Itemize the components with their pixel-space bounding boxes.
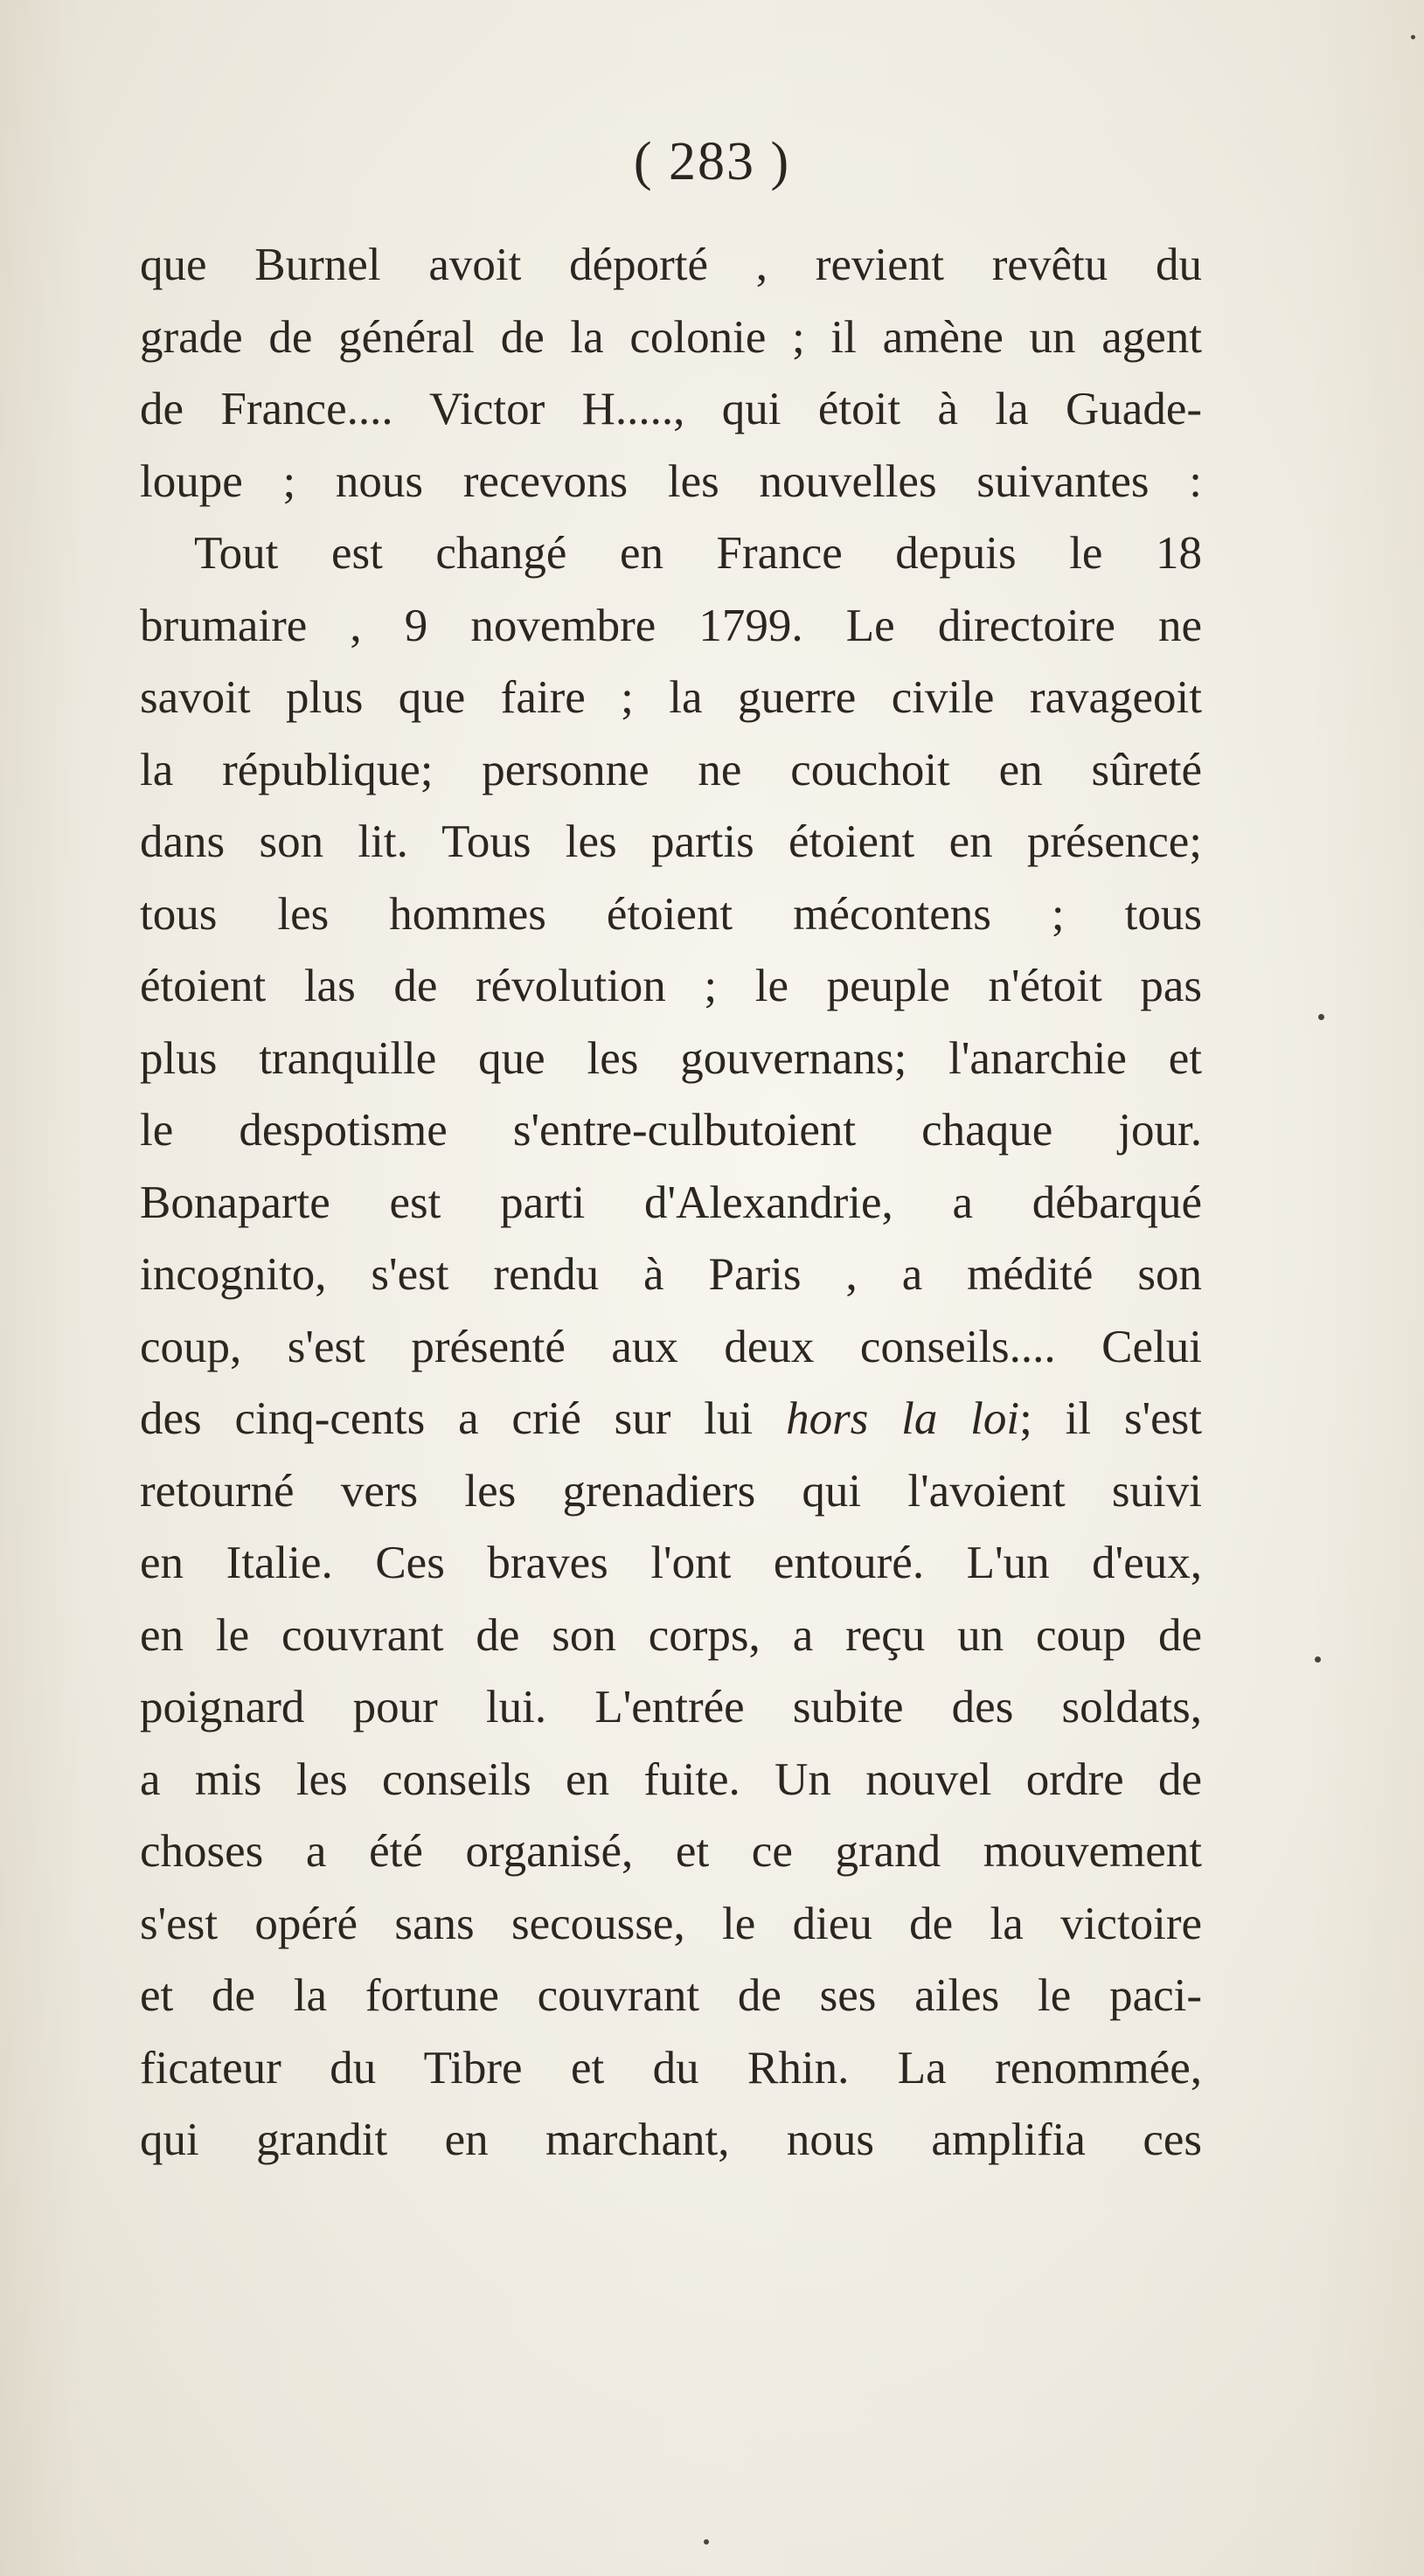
text-line: poignard pour lui. L'entrée subite des soldats, (140, 1682, 1202, 1732)
text-line: en le couvrant de son corps, a reçu un coup de (140, 1609, 1202, 1661)
paper-speck (1315, 1656, 1321, 1663)
text-line: incognito, s'est rendu à Paris , a médité son (140, 1249, 1202, 1300)
text-line: que Burnel avoit déporté , revient revêtu du (140, 240, 1202, 290)
text-line: Bonaparte est parti d'Alexandrie, a débarqué (140, 1177, 1202, 1228)
text-line: la république; personne ne couchoit en sûreté (140, 744, 1202, 795)
body-text (140, 229, 1202, 2177)
text-line: étoient las de révolution ; le peuple n'étoit pas (140, 961, 1202, 1011)
text-line: brumaire , 9 novembre 1799. Le directoire ne (140, 600, 1202, 651)
text-segment: ; il s'est (1019, 1393, 1203, 1444)
text-line: dans son lit. Tous les partis étoient en présence; (140, 816, 1202, 867)
text-line: ficateur du Tibre et du Rhin. La renommée, (140, 2042, 1202, 2093)
text-line: qui grandit en marchant, nous amplifia ces (140, 2114, 1202, 2165)
text-line: en Italie. Ces braves l'ont entouré. L'un d'eux, (140, 1538, 1202, 1588)
page-number: ( 283 ) (633, 132, 791, 191)
paper-speck (1411, 35, 1415, 39)
text-segment: des cinq-cents a crié sur lui (140, 1393, 754, 1444)
text-line: le despotisme s'entre-culbutoient chaque jour. (140, 1105, 1202, 1156)
paper-speck (704, 2539, 709, 2545)
paragraph-start-line: Tout est changé en France depuis le 18 (194, 528, 1202, 579)
text-line: de France.... Victor H....., qui étoit à la Guade- (140, 384, 1202, 434)
text-line: et de la fortune couvrant de ses ailes le paci- (140, 1970, 1202, 2021)
italic-phrase: hors la loi (786, 1393, 1020, 1444)
text-line: plus tranquille que les gouvernans; l'anarchie et (140, 1032, 1202, 1084)
text-line: coup, s'est présenté aux deux conseils.... Celui (140, 1321, 1202, 1372)
paper-speck (1318, 1014, 1324, 1020)
text-line: tous les hommes étoient mécontens ; tous (140, 888, 1202, 940)
text-line: retourné vers les grenadiers qui l'avoient suivi (140, 1465, 1202, 1517)
text-line-with-italic (140, 1383, 1202, 1455)
text-line: grade de général de la colonie ; il amène un agent (140, 311, 1202, 363)
text-line: loupe ; nous recevons les nouvelles suivantes : (140, 455, 1202, 507)
text-line: savoit plus que faire ; la guerre civile ravageoit (140, 672, 1202, 723)
text-line: a mis les conseils en fuite. Un nouvel ordre de (140, 1753, 1202, 1805)
text-line: s'est opéré sans secousse, le dieu de la victoire (140, 1898, 1202, 1949)
text-line: choses a été organisé, et ce grand mouvement (140, 1826, 1202, 1877)
